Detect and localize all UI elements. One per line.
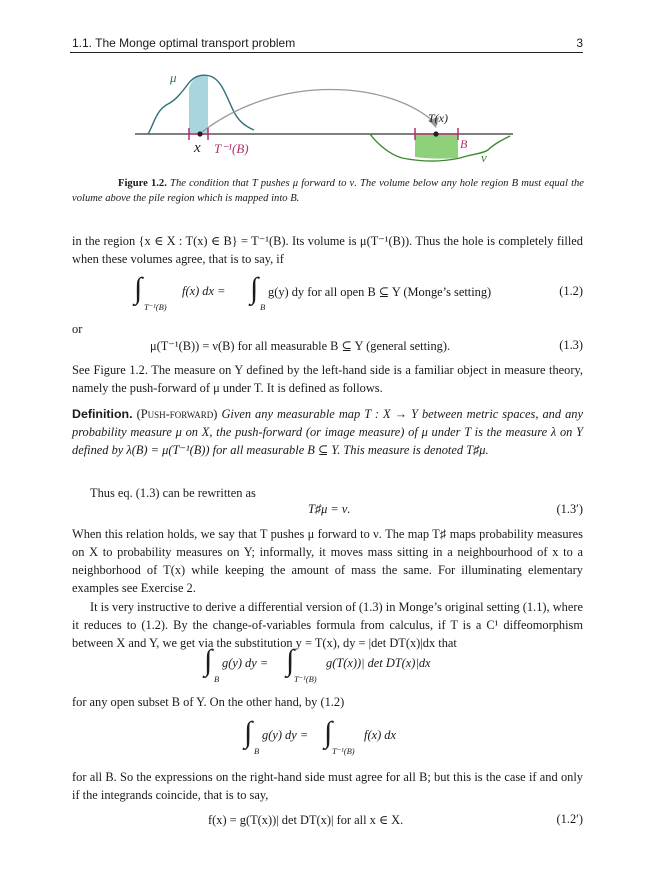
paragraph-4: When this relation holds, we say that T pushes μ forward to ν. The map T♯ maps probability measures on X to probability measures on Y; informally, it moves mass sitting in a neighbourhood of x to a neighborhood of T(x) while keeping the amount of mass the same. For illuminating elementary examples see Exercise 2. xyxy=(72,527,583,595)
integral-sign: ∫ xyxy=(244,716,253,749)
eq-right-body: f(x) dx xyxy=(364,728,396,742)
eq-left-body: g(y) dy = xyxy=(222,656,269,670)
hole-region xyxy=(415,134,458,159)
label-mu: μ xyxy=(170,70,177,85)
label-preimage: T⁻¹(B) xyxy=(214,141,249,156)
integral-subscript: B xyxy=(260,302,266,312)
running-header xyxy=(70,36,583,53)
label-tx: T(x) xyxy=(428,111,448,125)
equation-1-3 xyxy=(72,338,583,358)
paragraph-3: Thus eq. (1.3) can be rewritten as xyxy=(90,486,256,500)
paragraph-5: It is very instructive to derive a differential version of (1.3) in Monge’s original setting (1.1), where it reduces to (1.2). By the change-of-variables formula from calculus, if T is a C¹ diffeomorphism between X and Y, we get via the substitution y = T(x), dy = |det DT(x)|dx that xyxy=(72,600,583,650)
pile-region xyxy=(189,75,208,134)
eq-right-body: g(T(x))| det DT(x)|dx xyxy=(326,656,431,670)
figure-caption xyxy=(72,176,584,206)
definition-body: Given any measurable map T : X → Y between metric spaces, and any probability measure μ on X, the push-forward (or image measure) of μ under T is the measure λ on Y defined by λ(B) = μ(T⁻¹(B)) for all measurable B ⊆ Y. This measure is denoted T♯μ. xyxy=(72,407,583,457)
equation-from-1-2 xyxy=(72,716,583,760)
equation-number: (1.2) xyxy=(559,284,583,298)
equation-1-2 xyxy=(72,272,583,314)
eq-body: f(x) = g(T(x))| det DT(x)| for all x ∈ X. xyxy=(208,813,404,827)
eq-left-body: g(y) dy = xyxy=(262,728,309,742)
transport-arc xyxy=(202,90,434,133)
paragraph-1: in the region {x ∈ X : T(x) ∈ B} = T⁻¹(B). Its volume is μ(T⁻¹(B)). Thus the hole is completely filled when these volumes agree, that is to say, if xyxy=(72,234,583,266)
integral-sign: ∫ xyxy=(134,272,143,305)
paragraph-7: for all B. So the expressions on the right-hand side must agree for all B; but this is the case if and only if the integrands coincide, that is to say, xyxy=(72,770,583,802)
integral-subscript: T⁻¹(B) xyxy=(294,674,317,684)
definition-head: Definition. xyxy=(72,407,133,421)
caption-label: Figure 1.2. xyxy=(118,178,167,189)
equation-number: (1.3) xyxy=(559,338,583,352)
figure-1-2 xyxy=(130,62,530,174)
eq-body: T♯μ = ν. xyxy=(308,502,351,516)
word-or: or xyxy=(72,322,83,336)
definition-name: (Push-forward) xyxy=(136,407,218,421)
integral-sign: ∫ xyxy=(324,716,333,749)
integral-sign: ∫ xyxy=(286,644,295,677)
integral-subscript: T⁻¹(B) xyxy=(332,746,355,756)
equation-1-3-prime xyxy=(72,502,583,522)
page-number: 3 xyxy=(576,36,583,50)
caption-text: The condition that T pushes μ forward to ν. The volume below any hole region B must equal the volume above the pile region which is mapped into B. xyxy=(72,178,585,204)
definition-push-forward xyxy=(72,405,583,459)
label-x: x xyxy=(194,140,201,156)
section-title: 1.1. The Monge optimal transport problem xyxy=(72,36,296,50)
eq-left-body: f(x) dx = xyxy=(182,284,226,298)
eq-right-body: g(y) dy for all open B ⊆ Y (Monge’s setting) xyxy=(268,285,492,299)
integral-sign: ∫ xyxy=(250,272,259,305)
point-tx xyxy=(433,131,438,136)
integral-subscript: B xyxy=(254,746,260,756)
label-nu: ν xyxy=(481,150,487,165)
integral-subscript: T⁻¹(B) xyxy=(144,302,167,312)
integral-sign: ∫ xyxy=(204,644,213,677)
equation-change-of-variables xyxy=(72,644,583,688)
label-b: B xyxy=(460,137,468,151)
equation-number: (1.2′) xyxy=(556,812,583,826)
equation-1-2-prime xyxy=(72,812,583,832)
eq-body: μ(T⁻¹(B)) = ν(B) for all measurable B ⊆ Y (general setting). xyxy=(150,339,451,353)
integral-subscript: B xyxy=(214,674,220,684)
paragraph-2: See Figure 1.2. The measure on Y defined by the left-hand side is a familiar object in measure theory, namely the push-forward of μ under T. It is defined as follows. xyxy=(72,363,583,395)
equation-number: (1.3′) xyxy=(556,502,583,516)
point-x xyxy=(197,131,202,136)
paragraph-6: for any open subset B of Y. On the other hand, by (1.2) xyxy=(72,695,345,709)
